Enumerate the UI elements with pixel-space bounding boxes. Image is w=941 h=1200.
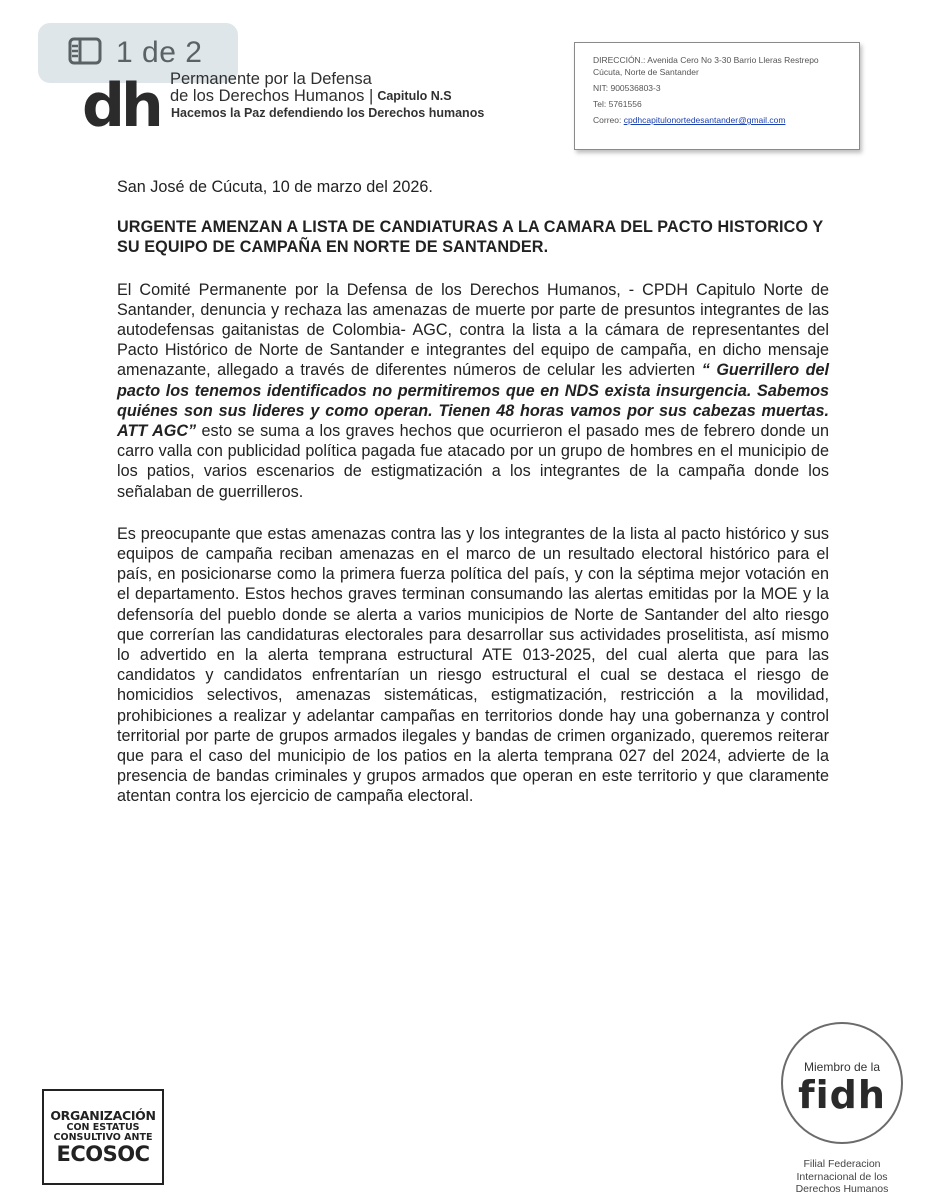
address-line1: DIRECCIÓN.: Avenida Cero No 3-30 Barrio Lleras Restrepo: [593, 55, 819, 65]
fidh-sub-line2: Internacional de los: [796, 1170, 888, 1183]
ecosoc-line1: ORGANIZACIÓN: [50, 1108, 156, 1124]
org-name-line1: Permanente por la Defensa: [170, 70, 372, 88]
address-nit: NIT: 900536803-3: [593, 83, 661, 93]
ecosoc-line3: CONSULTIVO ANTE: [53, 1131, 153, 1143]
fidh-sub-line3: Derechos Humanos: [795, 1183, 889, 1195]
paragraph-1-rest: esto se suma a los graves hechos que ocurrieron el pasado mes de febrero donde un carro valla con publicidad política pagada fue atacado por un grupo de hombres en el municipio de los patios, varios escenarios de estigmatización a los integrantes de la campaña donde los señalaban de guerrilleros.: [117, 422, 829, 501]
letter-title: URGENTE AMENZAN A LISTA DE CANDIATURAS A LA CAMARA DEL PACTO HISTORICO Y SU EQUIPO DE CAMPAÑA EN NORTE DE SANTANDER.: [117, 218, 823, 257]
ecosoc-badge: [42, 1089, 164, 1185]
org-name-line2: de los Derechos Humanos |: [170, 87, 374, 105]
address-email-label: Correo:: [593, 115, 624, 125]
org-chapter: Capitulo N.S: [377, 89, 452, 103]
fidh-subtitle: [772, 1158, 912, 1196]
letter-date: San José de Cúcuta, 10 de marzo del 2026.: [117, 178, 433, 196]
fidh-logo: fidh: [798, 1073, 886, 1117]
paragraph-1: [117, 280, 829, 502]
fidh-member-text: Miembro de la: [803, 1060, 881, 1074]
document-pages-icon: [68, 37, 102, 70]
address-line2: Cúcuta, Norte de Santander: [593, 67, 699, 77]
page-indicator-label: 1 de 2: [116, 36, 203, 69]
address-tel: Tel: 5761556: [593, 99, 642, 109]
letter-body: [117, 177, 829, 829]
paragraph-1-intro: El Comité Permanente por la Defensa de los Derechos Humanos, - CPDH Capitulo Norte de Santander, denuncia y rechaza las amenazas de muerte por parte de presuntos integrantes de las autodefensas gaitanistas de Colombia- AGC, contra la lista a la cámara de representantes del Pacto Histórico de Norte de Santander e integrantes del equipo de campaña, en dicho mensaje amenazante, allegado a través de diferentes números de celular les advierten: [117, 280, 829, 380]
address-box: [574, 42, 860, 150]
fidh-sub-line1: Filial Federacion: [803, 1158, 881, 1170]
dh-logo: dh: [82, 71, 160, 141]
threat-quote: “ Guerrillero del pacto los tenemos identificados no permitiremos que en NDS exista insurgencia. Sabemos quiénes son sus lideres y como operan. Tienen 48 horas vamos por sus cabezas muertas. ATT AGC”: [117, 361, 829, 441]
organization-name: [170, 71, 452, 105]
paragraph-2: Es preocupante que estas amenazas contra las y los integrantes de la lista al pacto histórico y sus equipos de campaña reciban amenazas en el marco de un resultado electoral histórico para el país, en posicionarse como la primera fuerza política del país, y con la séptima mejor votación en el departamento. Estos hechos graves terminan consumando las alertas emitidas por la MOE y la defensoría del pueblo donde se alerta a varios municipios de Norte de Santander del alto riesgo que correrían las candidaturas electorales para desarrollar sus actividades proselitista, así mismo lo advertido en la alerta temprana estructural ATE 013-2025, del cual alerta que para las candidatos y candidatos enfrentarían un riesgo estructural el cual se destaca el riesgo de homicidios selectivos, amenazas sistemáticas, estigmatización, restricción a la movilidad, prohibiciones a realizar y adelantar campañas en territorios donde hay una gobernanza y control territorial por parte de grupos armados ilegales y bandas de crimen organizado, queremos reiterar que para el caso del municipio de los patios en la alerta temprana 027 del 2024, advierte de la presencia de bandas criminales y grupos armados que operan en este territorio y que claramente atentan contra los ejercicio de campaña electoral.: [117, 524, 829, 806]
address-email-link[interactable]: cpdhcapitulonortedesantander@gmail.com: [623, 115, 786, 125]
ecosoc-line2: CON ESTATUS: [66, 1121, 140, 1133]
ecosoc-line4: ECOSOC: [56, 1141, 150, 1166]
org-tagline: Hacemos la Paz defendiendo los Derechos humanos: [171, 106, 485, 120]
